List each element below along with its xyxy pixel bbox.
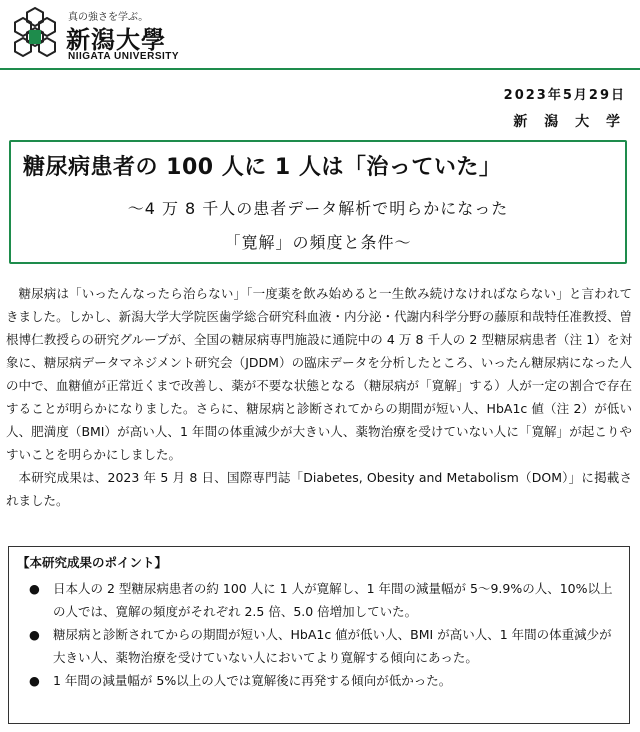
body-paragraph-1: 糖尿病は「いったんなったら治らない」「一度薬を飲み始めると一生飲み続けなければならない」と言われてきました。しかし、新潟大学大学院医歯学総合研究科血液・内分泌・代謝内科学分野の藤原和哉特任准教授、曽根博仁教授らの研究グループが、全国の糖尿病専門施設に通院中の 4 万 8 千人の 2 型糖尿病患者（注 1）を対象に、糖尿病データマネジメント研究会（JDDM）の臨床データを分析したところ、いったん糖尿病になった人の中で、血糖値が正常近くまで改善し、薬が不要な状態となる（糖尿病が「寛解」する）人が一定の割合で存在することが明らかになりました。さらに、糖尿病と診断されてからの期間が短い人、HbA1c 値（注 2）が低い人、肥満度（BMI）が高い人、1 年間の体重減少が大きい人、薬物治療を受けていない人に「寛解」が起こりやすいことを明らかにしました。 [6,286,632,462]
niigata-university-emblem-icon [10,6,60,60]
list-item [27,669,623,692]
headline-box [9,140,627,264]
logo-tagline: 真の強さを学ぶ。 [68,12,149,23]
release-date: 2023年5月29日 [503,88,626,103]
university-name: 新潟大學 [66,25,166,54]
point-text: 糖尿病と診断されてからの期間が短い人、HbA1c 値が低い人、BMI が高い人、1 年間の体重減少が大きい人、薬物治療を受けていない人においてより寛解する傾向にあった。 [53,627,612,665]
page-title: 糖尿病患者の 100 人に 1 人は「治っていた」 [23,155,502,180]
points-heading: 【本研究成果のポイント】 [17,555,168,570]
bullet-icon: ● [29,581,40,596]
point-text: 日本人の 2 型糖尿病患者の約 100 人に 1 人が寛解し、1 年間の減量幅が 5～9.9%の人、10%以上の人では、寛解の頻度がそれぞれ 2.5 倍、5.0 倍増加していた。 [53,581,613,619]
list-item [27,623,623,669]
body-paragraph-2: 本研究成果は、2023 年 5 月 8 日、国際専門誌「Diabetes, Obesity and Metabolism（DOM）」に掲載されました。 [6,470,632,508]
list-item [27,577,623,623]
point-text: 1 年間の減量幅が 5%以上の人では寛解後に再発する傾向が低かった。 [53,673,452,688]
subtitle-line-2: 「寛解」の頻度と条件～ [224,233,412,252]
points-list [27,577,623,692]
bullet-icon: ● [29,627,40,642]
bullet-icon: ● [29,673,40,688]
university-name-en: NIIGATA UNIVERSITY [68,51,180,62]
header-divider [0,68,640,70]
university-logo[interactable] [10,6,260,64]
issuing-organization: 新 潟 大 学 [513,114,626,130]
subtitle-line-1: ～4 万 8 千人の患者データ解析で明らかになった [127,199,509,218]
press-release-body [6,282,632,512]
research-points-box [8,546,630,724]
